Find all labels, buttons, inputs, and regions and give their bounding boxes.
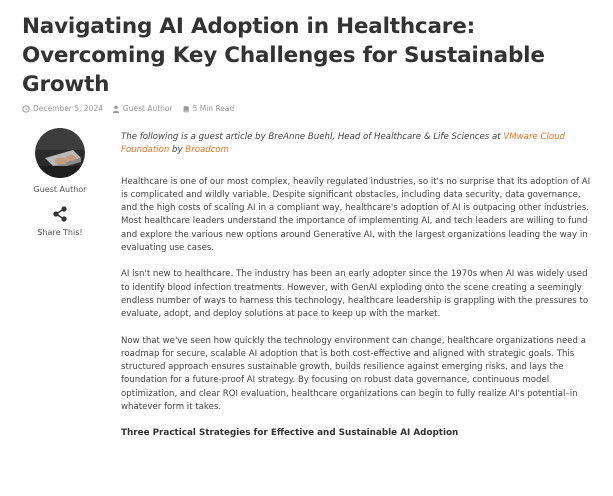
section-heading: Three Practical Strategies for Effective and Sustainable AI Adoption	[121, 428, 459, 439]
broadcom-link[interactable]: Broadcom	[185, 145, 230, 156]
clock-icon	[22, 105, 30, 113]
body-paragraph-3: Now that we've seen how quickly the technology environment can change, healthcare organizations need a roadmap for secure, scalable AI adoption that is both cost-effective and aligned with strategic goals. This structured approach ensures sustainable growth, builds resilience against emerging risks, and lays the foundation for a future-proof AI strategy. By focusing on robust data governance, continuous model optimization, and clear ROI evaluation, healthcare organizations can begin to fully realize AI's potential–in whatever form it takes.	[121, 335, 586, 413]
body-paragraph-2: AI isn't new to healthcare. The industry has been an early adopter since the 1970s when AI was widely used to identify blood infection treatments. However, with GenAI exploding onto the scene creating a seemingly endless number of ways to harness this technology, healthcare leadership is grappling with the pressures to evaluate, adopt, and deploy solutions at pace to keep up with the market.	[121, 269, 589, 320]
user-icon	[112, 105, 120, 113]
meta-read-time-text: 5 Min Read	[192, 104, 235, 113]
article-body	[121, 131, 594, 454]
share-icon[interactable]	[52, 206, 68, 222]
meta-date	[22, 104, 103, 113]
share-label[interactable]: Share This!	[37, 228, 83, 237]
article-intro	[121, 131, 594, 158]
article-title: Navigating AI Adoption in Healthcare: Overcoming Key Challenges for Sustainable Growth	[22, 14, 545, 97]
sidebar-author-label[interactable]: Guest Author	[33, 185, 87, 194]
body-paragraph-1: Healthcare is one of our most complex, heavily regulated industries, so it's no surprise that its adoption of AI is complicated and wildly variable. Despite significant obstacles, including data security, data governance, and the high costs of scaling AI in a compliant way, healthcare's adoption of AI is outpacing other industries. Most healthcare leaders understand the importance of implementing AI, and tech leaders are willing to fund and explore the various new options around Generative AI, with the largest organizations leading the way in evaluating use cases.	[121, 176, 591, 254]
meta-author[interactable]	[112, 104, 173, 113]
vmware-link[interactable]: VMware Cloud Foundation	[121, 132, 566, 156]
meta-date-text: December 5, 2024	[33, 104, 103, 113]
author-sidebar	[22, 128, 98, 237]
article-meta	[22, 104, 239, 113]
intro-text: The following is a guest article by BreAnne Buehl, Head of Healthcare & Life Sciences at	[121, 132, 504, 142]
intro-by: by	[169, 145, 186, 156]
meta-read-time	[182, 104, 235, 113]
author-avatar[interactable]	[35, 128, 85, 178]
meta-author-text[interactable]: Guest Author	[122, 104, 173, 113]
book-icon	[182, 105, 190, 113]
